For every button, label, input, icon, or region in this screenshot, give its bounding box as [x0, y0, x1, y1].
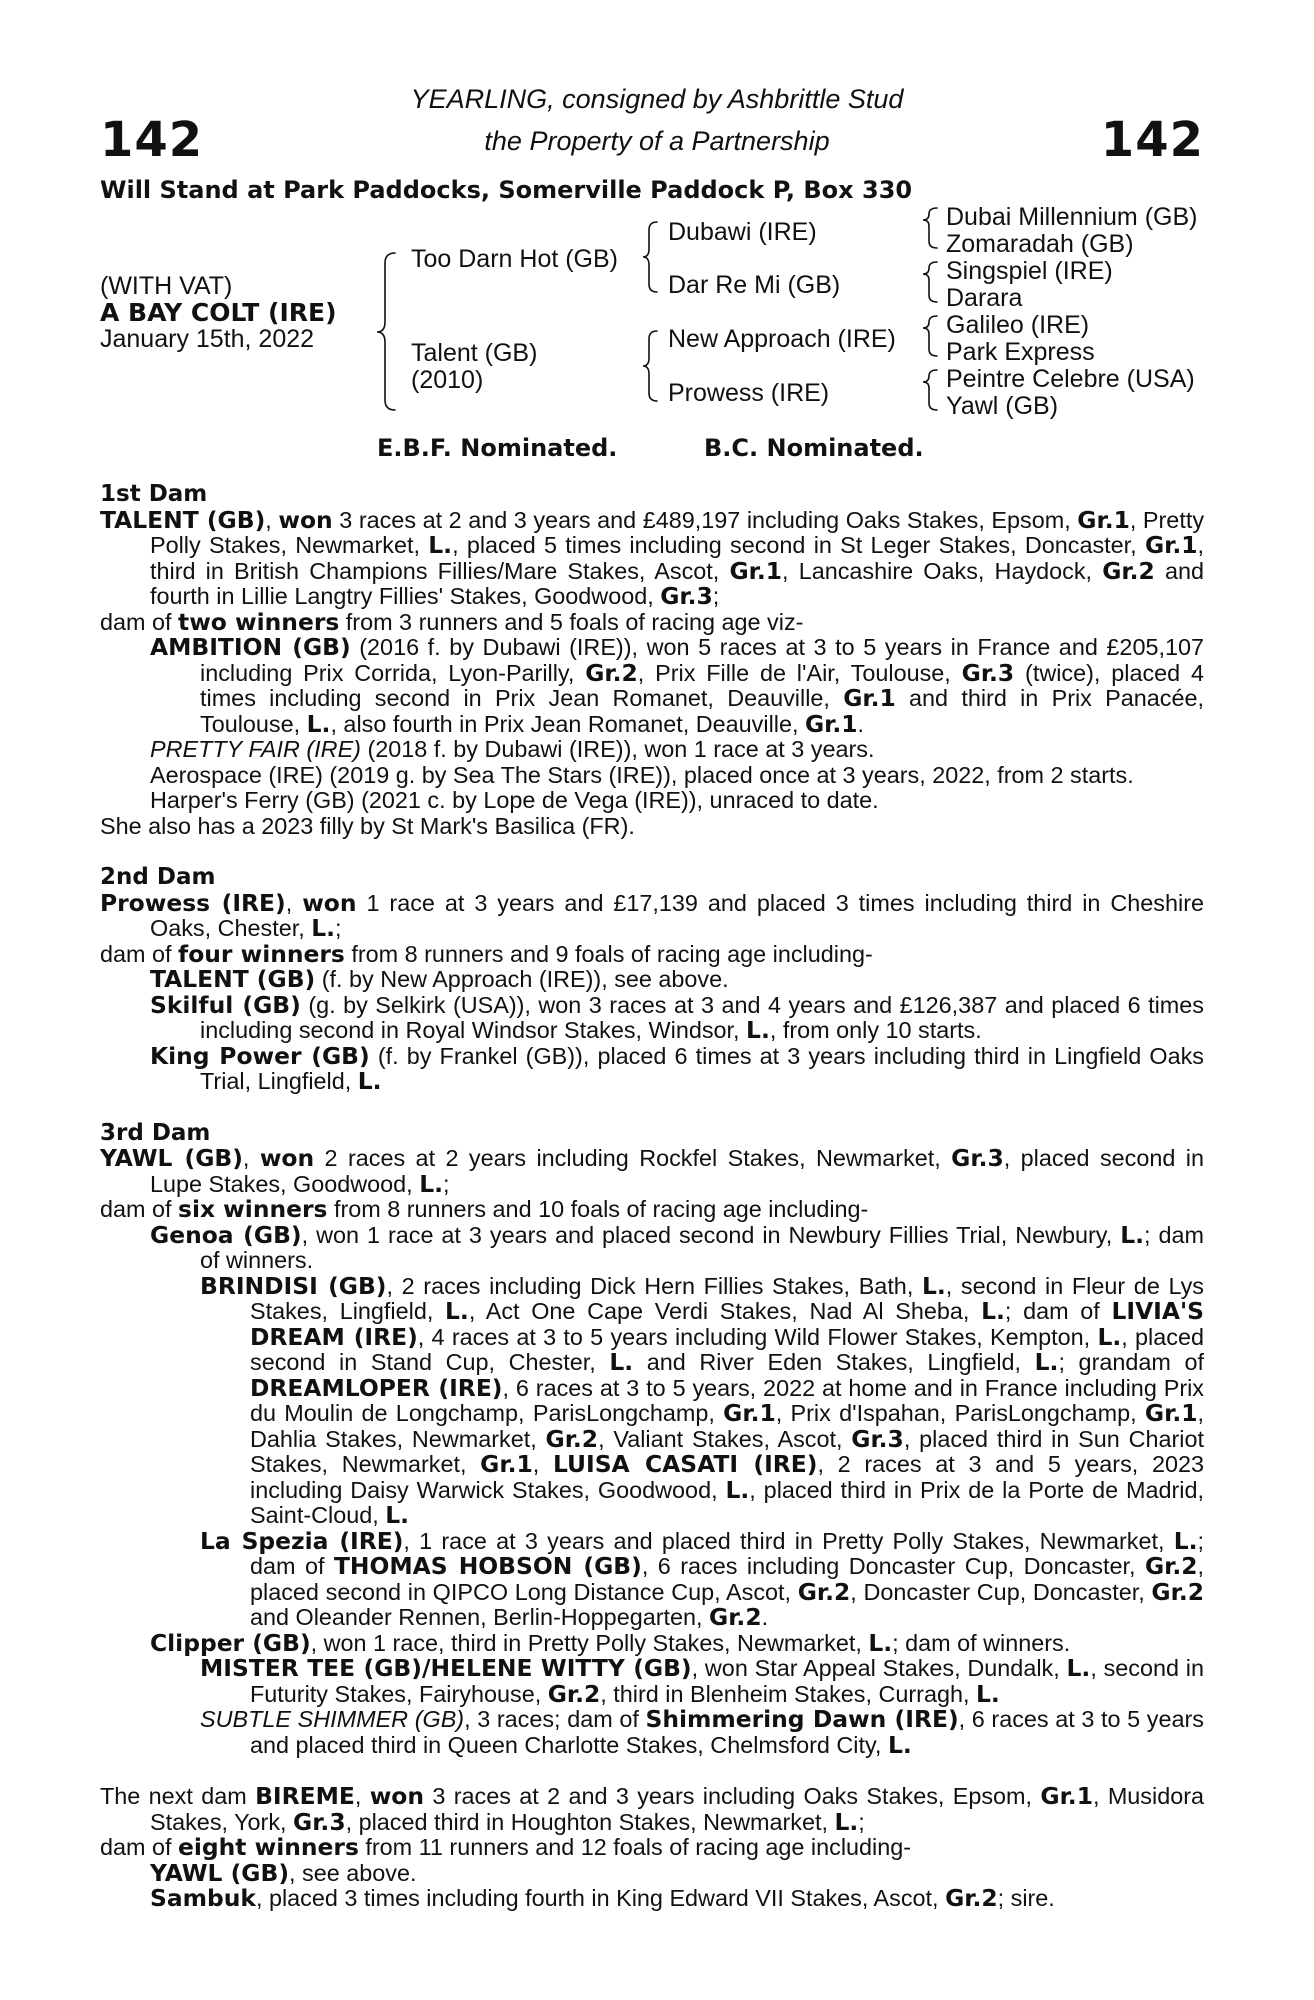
text-run: , Dahlia Stakes, Newmarket,	[250, 1400, 1204, 1452]
text-run: Harper's Ferry (GB) (2021 c. by Lope de Vega (IRE)), unraced to date.	[150, 787, 879, 813]
gen3-2: Zomaradah (GB)	[946, 230, 1134, 258]
text-run: ,	[265, 506, 279, 533]
bold-run: won	[259, 1144, 315, 1172]
pedigree-paragraph	[100, 1041, 1204, 1095]
text-run: , placed second in Stand Cup, Chester,	[250, 1323, 1204, 1375]
text-run: , placed second in QIPCO Long Distance Cup, Ascot,	[250, 1553, 1205, 1605]
bold-run: Gr.3	[660, 582, 713, 610]
text-run: (2016 f. by Dubawi (IRE)), won 5 races at 3 to 5 years in France and £205,107 including Prix Corrida, Lyon-Parilly,	[200, 634, 1204, 686]
text-run: ,	[532, 1451, 553, 1477]
text-run: ,	[242, 1145, 260, 1171]
lot-number-right: 142	[1100, 112, 1204, 168]
text-run: , third in British Champions Fillies/Mare Stakes, Ascot,	[150, 532, 1204, 584]
text-run: 1 race at 3 years and £17,139 and placed 3 times including third in Cheshire Oaks, Chester,	[150, 889, 1204, 941]
bold-run: TALENT (GB)	[150, 965, 316, 993]
brace-dam	[643, 331, 657, 401]
text-run: from 11 runners and 12 foals of racing age including-	[358, 1834, 912, 1860]
text-run: 3 races at 2 and 3 years including Oaks Stakes, Epsom,	[424, 1783, 1041, 1809]
text-run: , won 1 race at 3 years and placed second in Newbury Fillies Trial, Newbury,	[301, 1221, 1121, 1248]
bold-run: Gr.2	[1151, 1577, 1204, 1606]
ownership-line: the Property of a Partnership	[484, 126, 830, 156]
consignor-line: YEARLING, consigned by Ashbrittle Stud	[410, 84, 904, 114]
text-run: , placed second in Lupe Stakes, Goodwood,	[150, 1145, 1204, 1197]
bold-run: six winners	[178, 1195, 328, 1223]
pedigree-paragraph	[100, 1271, 1205, 1529]
pedigree-paragraph	[100, 967, 1204, 993]
bold-run: L.	[311, 914, 335, 942]
text-run: ;	[858, 1808, 865, 1835]
text-run: , from only 10 starts.	[769, 1017, 982, 1043]
text-run: , 6 races at 3 to 5 years and placed third in Queen Charlotte Stakes, Chelmsford City,	[250, 1706, 1204, 1758]
ebf-nomination: E.B.F. Nominated.	[377, 434, 618, 462]
bold-run: Gr.2	[945, 1884, 998, 1912]
text-run: 3 races at 2 and 3 years and £489,197 including Oaks Stakes, Epsom,	[332, 506, 1078, 533]
gen3-5: Galileo (IRE)	[946, 311, 1090, 339]
text-run: and third in Prix Panacée, Toulouse,	[200, 685, 1204, 737]
dam: Talent (GB)	[411, 339, 538, 367]
pedigree-paragraph	[100, 607, 1204, 636]
bold-run: L.	[445, 1297, 469, 1325]
bold-run: L.	[976, 1679, 1000, 1708]
pedigree-paragraph	[100, 1197, 1204, 1223]
text-run: dam of	[100, 1834, 179, 1860]
pedigree-paragraph	[100, 1835, 1204, 1861]
text-run: She also has a 2023 filly by St Mark's Basilica (FR).	[100, 812, 635, 839]
bold-run: LIVIA'S DREAM (IRE)	[250, 1297, 1204, 1351]
brace-sire	[643, 222, 657, 292]
bold-run: Gr.2	[547, 1679, 601, 1708]
section-heading: 1st Dam	[100, 481, 208, 507]
sire-of-dam: New Approach (IRE)	[668, 325, 896, 353]
bold-run: L.	[1097, 1322, 1122, 1351]
text-run: , placed third in Sun Chariot Stakes, Newmarket,	[250, 1425, 1204, 1477]
horse-name: A BAY COLT (IRE)	[100, 298, 337, 327]
bold-run: L.	[1034, 1348, 1059, 1376]
bold-run: L.	[1173, 1526, 1198, 1555]
text-run: ;	[442, 1170, 450, 1197]
bold-run: Gr.1	[723, 1399, 776, 1427]
pedigree-paragraph	[100, 990, 1204, 1044]
brace-gen3-b	[923, 262, 937, 302]
pedigree-paragraph	[100, 1707, 1204, 1758]
text-run: , Pretty Polly Stakes, Newmarket,	[150, 506, 1205, 558]
bold-run: L.	[419, 1169, 443, 1198]
bold-run: L.	[357, 1067, 382, 1095]
text-run: , 6 races including Doncaster Cup, Doncaster,	[641, 1553, 1145, 1579]
pedigree-paragraph	[100, 763, 1204, 789]
pedigree-paragraph	[100, 1656, 1204, 1707]
bold-run: Gr.1	[1144, 531, 1198, 559]
bold-run: L.	[1066, 1654, 1091, 1682]
text-run: (g. by Selkirk (USA)), won 3 races at 3 and 4 years and £126,387 and placed 6 times including second in Royal Windsor Stakes, Windsor,	[200, 991, 1204, 1043]
text-run: , placed third in Houghton Stakes, Newmarket,	[345, 1808, 835, 1835]
text-run: , Prix Fille de l'Air, Toulouse,	[637, 659, 962, 686]
text-run: (f. by New Approach (IRE)), see above.	[315, 966, 729, 992]
bold-run: four winners	[178, 939, 345, 968]
text-run: , 3 races; dam of	[464, 1706, 646, 1732]
section-spacer	[100, 1758, 1204, 1784]
section-heading: 3rd Dam	[100, 1119, 211, 1146]
bold-run: Gr.1	[729, 556, 783, 585]
pedigree-notes	[100, 482, 1204, 1912]
bold-run: La Spezia (IRE)	[200, 1526, 404, 1555]
pedigree-paragraph	[100, 505, 1205, 610]
bold-run: BIREME	[255, 1782, 355, 1810]
bold-run: Shimmering Dawn (IRE)	[645, 1705, 959, 1733]
text-run: , 6 races at 3 to 5 years, 2022 at home and in France including Prix du Moulin de Longchamp, ParisLongchamp,	[250, 1374, 1204, 1426]
pedigree-paragraph	[100, 888, 1204, 942]
gen3-3: Singspiel (IRE)	[946, 257, 1113, 285]
text-run: The next dam	[100, 1783, 256, 1809]
bold-run: Sambuk	[150, 1884, 256, 1912]
text-run: ; dam of	[250, 1527, 1204, 1579]
text-run: from 3 runners and 5 foals of racing age viz-	[339, 608, 804, 635]
text-run: .	[761, 1604, 769, 1630]
bold-run: L.	[385, 1501, 410, 1529]
brace-main	[377, 253, 395, 410]
text-run: ,	[354, 1783, 370, 1809]
bold-run: L.	[428, 531, 453, 559]
text-run: , second in Futurity Stakes, Fairyhouse,	[250, 1655, 1205, 1707]
pedigree-paragraph	[100, 788, 1204, 814]
pedigree-paragraph	[100, 1628, 1204, 1657]
bold-run: Gr.2	[797, 1577, 851, 1606]
pedigree-paragraph	[100, 1526, 1205, 1631]
text-run: .	[857, 710, 865, 737]
bold-run: Gr.1	[1144, 1399, 1198, 1427]
bold-run: L.	[746, 1016, 770, 1044]
dam-year: (2010)	[411, 366, 484, 394]
bold-run: two winners	[178, 607, 340, 636]
bold-run: Clipper (GB)	[150, 1628, 311, 1657]
sire: Too Darn Hot (GB)	[411, 245, 619, 273]
bold-run: L.	[868, 1628, 893, 1657]
bold-run: LUISA CASATI (IRE)	[552, 1450, 818, 1478]
text-run: from 8 runners and 10 foals of racing age including-	[327, 1196, 869, 1222]
gen3-7: Peintre Celebre (USA)	[946, 365, 1195, 393]
gen3-6: Park Express	[946, 338, 1095, 366]
bold-run: THOMAS HOBSON (GB)	[333, 1552, 642, 1580]
pedigree-paragraph	[100, 1220, 1205, 1274]
italic-run: SUBTLE SHIMMER (GB)	[200, 1706, 465, 1732]
gen3-1: Dubai Millennium (GB)	[946, 203, 1198, 231]
text-run: ; dam of	[1004, 1298, 1112, 1324]
bold-run: YAWL (GB)	[100, 1144, 243, 1172]
bold-run: Gr.1	[1040, 1782, 1093, 1810]
text-run: , Musidora Stakes, York,	[150, 1783, 1205, 1835]
text-run: , second in Fleur de Lys Stakes, Lingfield,	[250, 1272, 1205, 1324]
date-of-birth: January 15th, 2022	[100, 325, 315, 353]
bold-run: Gr.1	[480, 1450, 533, 1478]
text-run: ; dam of winners.	[200, 1221, 1205, 1273]
bold-run: YAWL (GB)	[150, 1858, 290, 1887]
text-run: , 2 races at 3 and 5 years, 2023 including Daisy Warwick Stakes, Goodwood,	[250, 1451, 1205, 1503]
bold-run: L.	[887, 1730, 912, 1759]
bold-run: Gr.2	[1144, 1552, 1198, 1580]
text-run: ; grandam of	[1058, 1349, 1204, 1375]
text-run: ; dam of winners.	[892, 1629, 1071, 1656]
bold-run: won	[278, 505, 333, 534]
bold-run: Skilful (GB)	[150, 990, 301, 1019]
text-run: dam of	[100, 1196, 179, 1222]
text-run: , 1 race at 3 years and placed third in Pretty Polly Stakes, Newmarket,	[403, 1527, 1174, 1554]
bold-run: MISTER TEE (GB)/HELENE WITTY (GB)	[200, 1654, 692, 1682]
text-run: Aerospace (IRE) (2019 g. by Sea The Stars (IRE)), placed once at 3 years, 2022, from 2 starts.	[150, 761, 1134, 788]
text-run: (2018 f. by Dubawi (IRE)), won 1 race at 3 years.	[360, 736, 875, 762]
pedigree-paragraph	[100, 635, 1204, 737]
bold-run: L.	[609, 1348, 634, 1376]
text-run: (f. by Frankel (GB)), placed 6 times at 3 years including third in Lingfield Oaks Trial, Lingfield,	[200, 1042, 1204, 1094]
text-run: , won 1 race, third in Pretty Polly Stakes, Newmarket,	[310, 1629, 869, 1656]
bold-run: BRINDISI (GB)	[200, 1271, 387, 1300]
italic-run: PRETTY FAIR (IRE)	[150, 736, 361, 762]
bold-run: won	[369, 1782, 425, 1810]
bold-run: L.	[306, 709, 331, 738]
text-run: , won Star Appeal Stakes, Dundalk,	[691, 1655, 1067, 1681]
text-run: ;	[335, 915, 342, 941]
bold-run: Genoa (GB)	[150, 1220, 302, 1249]
text-run: from 8 runners and 9 foals of racing age including-	[344, 940, 873, 967]
dam-of-sire: Dar Re Mi (GB)	[668, 271, 841, 299]
brace-gen3-d	[923, 370, 937, 410]
vat-note: (WITH VAT)	[100, 272, 233, 300]
bold-run: L.	[834, 1807, 859, 1836]
pedigree-paragraph	[100, 1784, 1204, 1835]
text-run: , 2 races including Dick Hern Fillies Stakes, Bath,	[386, 1272, 922, 1299]
bold-run: Gr.2	[709, 1603, 762, 1631]
text-run: , Valiant Stakes, Ascot,	[598, 1425, 852, 1452]
text-run: 2 races at 2 years including Rockfel Stakes, Newmarket,	[314, 1145, 952, 1171]
pedigree-paragraph	[100, 814, 1204, 840]
bold-run: Gr.1	[843, 684, 896, 712]
text-run: dam of	[100, 608, 179, 635]
bold-run: Gr.2	[1102, 556, 1155, 585]
text-run: ;	[712, 583, 720, 609]
bold-run: L.	[725, 1475, 750, 1504]
dam-of-dam: Prowess (IRE)	[668, 379, 830, 407]
text-run: and River Eden Stakes, Lingfield,	[633, 1349, 1035, 1375]
text-run: , placed 3 times including fourth in King Edward VII Stakes, Ascot,	[255, 1885, 946, 1911]
text-run: ,	[285, 889, 303, 916]
bold-run: King Power (GB)	[150, 1041, 370, 1070]
pedigree-paragraph	[100, 939, 1204, 968]
text-run: , Act One Cape Verdi Stakes, Nad Al Sheba,	[468, 1298, 982, 1324]
bold-run: Prowess (IRE)	[100, 888, 286, 917]
bold-run: Gr.2	[545, 1424, 599, 1453]
text-run: , see above.	[289, 1859, 417, 1886]
text-run: , 4 races at 3 to 5 years including Wild Flower Stakes, Kempton,	[417, 1323, 1098, 1350]
section-heading: 2nd Dam	[100, 864, 216, 890]
gen3-4: Darara	[946, 284, 1023, 312]
pedigree-paragraph	[100, 1146, 1204, 1197]
bold-run: Gr.3	[961, 658, 1015, 687]
text-run: , Prix d'Ispahan, ParisLongchamp,	[775, 1400, 1145, 1426]
text-run: and Oleander Rennen, Berlin-Hoppegarten,	[250, 1604, 710, 1630]
bc-nomination: B.C. Nominated.	[704, 434, 924, 462]
sire-of-sire: Dubawi (IRE)	[668, 218, 817, 246]
bold-run: L.	[981, 1297, 1005, 1325]
text-run: , third in Blenheim Stakes, Curragh,	[600, 1680, 976, 1707]
bold-run: L.	[921, 1271, 946, 1300]
pedigree-paragraph	[100, 1858, 1204, 1887]
brace-gen3-c	[923, 316, 937, 356]
text-run: , Lancashire Oaks, Haydock,	[782, 557, 1103, 584]
bold-run: DREAMLOPER (IRE)	[250, 1373, 503, 1402]
text-run: (twice), placed 4 times including second in Prix Jean Romanet, Deauville,	[200, 659, 1205, 711]
pedigree-paragraph	[100, 1886, 1204, 1912]
pedigree-braces	[0, 0, 1314, 440]
bold-run: L.	[1120, 1220, 1145, 1249]
bold-run: won	[302, 888, 357, 917]
text-run: , also fourth in Prix Jean Romanet, Deauville,	[330, 710, 805, 737]
bold-run: Gr.3	[293, 1807, 346, 1836]
bold-run: Gr.1	[1077, 505, 1130, 534]
pedigree-paragraph	[100, 737, 1204, 763]
text-run: , Doncaster Cup, Doncaster,	[850, 1578, 1152, 1605]
bold-run: Gr.3	[851, 1424, 904, 1453]
bold-run: Gr.1	[804, 709, 858, 738]
bold-run: Gr.3	[951, 1144, 1004, 1172]
text-run: , placed 5 times including second in St Leger Stakes, Doncaster,	[452, 532, 1145, 558]
brace-gen3-a	[923, 208, 937, 248]
text-run: , placed third in Prix de la Porte de Madrid, Saint-Cloud,	[250, 1476, 1204, 1528]
text-run: and fourth in Lillie Langtry Fillies' Stakes, Goodwood,	[150, 557, 1204, 609]
bold-run: Gr.2	[585, 658, 638, 687]
lot-number-left: 142	[100, 112, 204, 168]
text-run: ; sire.	[997, 1885, 1055, 1911]
text-run: dam of	[100, 940, 179, 967]
gen3-8: Yawl (GB)	[946, 392, 1059, 420]
bold-run: AMBITION (GB)	[150, 633, 351, 661]
bold-run: eight winners	[178, 1833, 359, 1861]
bold-run: TALENT (GB)	[100, 505, 266, 534]
stand-location: Will Stand at Park Paddocks, Somerville Paddock P, Box 330	[100, 176, 913, 204]
